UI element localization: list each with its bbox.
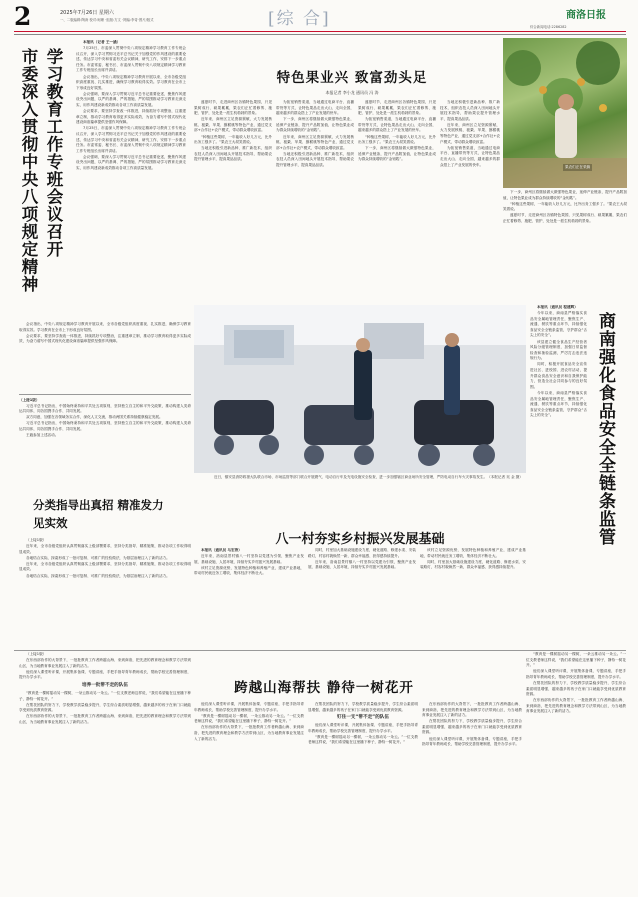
a5-byline: 本报讯（通讯员 程建辉） bbox=[537, 305, 578, 309]
a6-p7: 他们深入课堂听评课，开展集体备课、专题讲座，手把手指导青年教师成长，帮助学校完善管理制度，提升办学水平。 bbox=[194, 702, 304, 712]
a6-p16: “教育是一棵树摇动另一棵树，一朵云推动另一朵云。”一位支教老师这样说，“我们希望能在这里播下种子，静待一树花开。” bbox=[526, 652, 626, 668]
a6-subhead-1: 培养一批带不走的队伍 bbox=[82, 682, 128, 688]
section-title bbox=[268, 4, 331, 29]
edition-line: 综合新闻电话:2286282 bbox=[530, 25, 567, 29]
a4-p5: 该村立足资源优势，发展特色种植和养殖产业，建成产业基地，带动村民就近务工增收，集体经济不断壮大。 bbox=[420, 548, 526, 558]
a6-p8: “教育是一棵树摇动另一棵树，一朵云推动另一朵云。”一位支教老师这样说，“我们希望能在这里播下种子，静待一树花开。” bbox=[194, 713, 304, 724]
a3-title-text: 分类指导出真招 精准发力见实效 bbox=[33, 498, 164, 530]
a1-lower-1: 会议指出，中央八项规定精神学习教育开展以来，全市各级党组织高度重视、扎实推进，确保学习教育取得实效。学习教育在全市上下形成良好氛围。 bbox=[19, 322, 191, 332]
a5-p2: 该县建立健全食品生产经营者风险分级管理制度，加强日常监督检查和抽检监测，严厉打击违法违规行为。 bbox=[530, 339, 587, 361]
a6-col-3 bbox=[308, 702, 418, 892]
a2-p14: 近年来，商州区立足资源禀赋，大力发展核桃、板栗、苹果、猕猴桃等特色产业，通过党支部+合作社+农户模式，带动群众增收致富。 bbox=[440, 122, 500, 144]
a1-para-3: 会议强调，要深入学习贯彻习近平总书记重要论述，聚焦作风建设突出问题，以严的基调、严的措施、严的氛围推动学习教育走深走实，用作风建设新成效推动各项工作高质量发展。 bbox=[76, 91, 186, 108]
brand-logo: 商洛日报 bbox=[566, 10, 606, 21]
a2-p9: 盛夏时节，走进商州区各镇特色果园，只见果树成行、硕果累累，果农们正忙着修剪、施肥、管护，处处是一派生机勃勃的景象。 bbox=[358, 100, 436, 116]
a6-p14: 在帮扶团队的努力下，学校教学质量稳步提升，学生综合素质明显增强，越来越多的孩子在家门口就能享受到优质教育资源。 bbox=[422, 719, 522, 735]
a1-para-2: 会议指出，中央八项规定精神学习教育开展以来，全市各级党组织高度重视、扎实推进，确保学习教育取得实效。学习教育在全市上下形成良好氛围。 bbox=[76, 74, 186, 90]
a5-p4: 今年以来，商南县严格落实食品安全属地管理责任，聚焦生产、流通、餐饮等重点环节，持续强化食品安全全链条监管，守护群众“舌尖上的安全”。 bbox=[530, 390, 587, 418]
a1-continued bbox=[19, 398, 191, 486]
a2-p6: 下一步，商州区将继续做大做强特色果业，延伸产业链条，提升产品附加值，让特色果业成为群众持续增收的“金钥匙”。 bbox=[276, 117, 354, 133]
a3-p1: （上接1版） bbox=[26, 538, 47, 542]
a1-title2-vertical: 学习教育工作专班会议召开 bbox=[44, 48, 63, 258]
a2-p13: 当地还积极引进新品种、推广新技术，组织农技人员深入田间地头开展技术指导，帮助果农提升管理水平，提高果品品质。 bbox=[440, 100, 500, 121]
a1-continued-tag: （上接1版） bbox=[19, 398, 40, 402]
a2-p1: 盛夏时节，走进商州区各镇特色果园，只见果树成行、硕果累累，果农们正忙着修剪、施肥、管护，处处是一派生机勃勃的景象。 bbox=[194, 100, 272, 116]
a2-p8: 当地还积极引进新品种、推广新技术，组织农技人员深入田间地头开展技术指导，帮助果农提升管理水平，提高果品品质。 bbox=[276, 151, 354, 168]
a2-p4: 当地还积极引进新品种、推广新技术，组织农技人员深入田间地头开展技术指导，帮助果农提升管理水平，提高果品品质。 bbox=[194, 146, 272, 162]
a3-body bbox=[19, 538, 191, 648]
a4-byline: 本报讯（通讯员 马宏涛） bbox=[201, 548, 242, 552]
a2-p18: 盛夏时节，走进商州区各镇特色果园，只见果树成行、硕果累累，果农们正忙着修剪、施肥、管护，处处是一派生机勃勃的景象。 bbox=[503, 213, 627, 223]
a3-p5: 各地结合实际，探索形成了一批可复制、可推广的经验做法，为基层治理注入了新的活力。 bbox=[26, 573, 170, 578]
a4-col-1 bbox=[194, 548, 304, 648]
store-photo bbox=[194, 305, 526, 473]
a6-p18: 在帮扶团队的努力下，学校教学质量稳步提升，学生综合素质明显增强，越来越多的孩子在家门口就能享受到优质教育资源。 bbox=[526, 680, 626, 697]
a3-p2: 近年来，全市各级党组织认真贯彻落实上级部署要求，坚持分类指导、精准施策，推动各项工作取得明显成效。 bbox=[19, 544, 191, 554]
a2-p17: “种植这些果树，一年能收入好几万元，比外出务工强多了。”果农王大叔笑着说。 bbox=[503, 201, 627, 212]
a2-p12: 下一步，商州区将继续做大做强特色果业，延伸产业链条，提升产品附加值，让特色果业成为群众持续增收的“金钥匙”。 bbox=[358, 146, 436, 162]
a6-col-2 bbox=[194, 702, 304, 892]
a6-col-4 bbox=[422, 702, 522, 892]
a1-byline: 本报讯（记者 王一涵） bbox=[83, 40, 121, 44]
a3-title bbox=[19, 496, 191, 532]
section-bracket-right: ] bbox=[322, 9, 331, 29]
a4-p4: 近年来，洛南县景村镇八一村坚持以党建为引领，聚焦产业发展、基础设施、人居环境，持续夯实乡村振兴发展基础。 bbox=[308, 559, 416, 570]
section-label: 综 合 bbox=[276, 9, 323, 29]
page-number: 2 bbox=[14, 2, 32, 31]
a1-para-5: 7月25日，市委深入贯彻中央八项规定精神学习教育工作专班会议召开，深入学习贯彻习近平总书记关于加强党的作风建设的重要论述，传达学习中央和省委有关会议精神，研究工作，安排下一步重点任务。市委常委、秘书长、市委深入贯彻中央八项规定精神学习教育工作专班组长出席并讲话。 bbox=[76, 126, 186, 153]
a2-col-4 bbox=[440, 100, 500, 305]
store-caption: 近日，镇安县消防救援大队联合市场、市场监管等部门联合开展燃气、电动自行车及充电设施安全检查，进一步加强辖区商业场所安全管理，严防电动自行车火灾事故发生。（本报记者 吴 金 摄） bbox=[214, 475, 523, 479]
a6-p5: 在帮扶团队的努力下，学校教学质量稳步提升，学生综合素质明显增强，越来越多的孩子在家门口就能享受到优质教育资源。 bbox=[19, 702, 191, 713]
a2-col-3 bbox=[358, 100, 436, 305]
a1-para-1: 7月25日，市委深入贯彻中央八项规定精神学习教育工作专班会议召开，深入学习贯彻习近平总书记关于加强党的作风建设的重要论述，传达学习中央和省委有关会议精神，研究工作，安排下一步重点任务。市委常委、秘书长、市委深入贯彻中央八项规定精神学习教育工作专班组长出席并讲话。 bbox=[76, 46, 186, 73]
a1-cont-4: 王毅参加上述活动。 bbox=[26, 433, 59, 438]
a6-col-1 bbox=[19, 652, 191, 892]
a6-p2: 在东西部协作的大背景下，一批批教育工作者跨越山海、来到商洛，把先进的教育理念和教学方法带到山区，为当地教育事业发展注入了新的活力。 bbox=[19, 658, 191, 668]
a2-col-5 bbox=[503, 190, 627, 302]
a5-body bbox=[530, 305, 587, 647]
a2-p11: “种植这些果树，一年能收入好几万元，比外出务工强多了。”果农王大叔笑着说。 bbox=[358, 134, 436, 145]
a2-p16: 下一步，商州区将继续做大做强特色果业，延伸产业链条，提升产品附加值，让特色果业成为群众持续增收的“金钥匙”。 bbox=[503, 190, 627, 200]
section-bracket-left: [ bbox=[268, 9, 277, 29]
a1-body bbox=[76, 40, 186, 322]
a1-title-vertical: 市委深入贯彻中央八项规定精神 bbox=[19, 48, 38, 293]
a4-col-2 bbox=[308, 548, 416, 648]
a6-p11: 他们深入课堂听评课，开展集体备课、专题讲座，手把手指导青年教师成长，帮助学校完善管理制度，提升办学水平。 bbox=[308, 723, 418, 733]
a3-p4: 近年来，全市各级党组织认真贯彻落实上级部署要求，坚持分类指导、精准施策，推动各项工作取得明显成效。 bbox=[19, 561, 191, 572]
a6-p12: “教育是一棵树摇动另一棵树，一朵云推动另一朵云。”一位支教老师这样说，“我们希望能在这里播下种子，静待一树花开。” bbox=[308, 734, 418, 745]
a4-p3: 同时，村里加大基础设施建设力度，硬化道路、修建水渠、安装路灯，村容村貌焕然一新，群众幸福感、获得感持续提升。 bbox=[308, 548, 416, 558]
a6-p3: 他们深入课堂听评课，开展集体备课、专题讲座，手把手指导青年教师成长，帮助学校完善管理制度，提升办学水平。 bbox=[19, 669, 191, 680]
a6-subhead-2: 钉住一支“带不走”的队伍 bbox=[337, 715, 389, 721]
a6-p6: 在东西部协作的大背景下，一批批教育工作者跨越山海、来到商洛，把先进的教育理念和教学方法带到山区，为当地教育事业发展注入了新的活力。 bbox=[19, 714, 191, 724]
a6-p19: 在东西部协作的大背景下，一批批教育工作者跨越山海、来到商洛，把先进的教育理念和教学方法带到山区，为当地教育事业发展注入了新的活力。 bbox=[526, 698, 626, 714]
a4-title: 八一村夯实乡村振兴发展基础 bbox=[275, 532, 445, 547]
a4-p6: 同时，村里加大基础设施建设力度，硬化道路、修建水渠、安装路灯，村容村貌焕然一新，群众幸福感、获得感持续提升。 bbox=[420, 559, 526, 570]
a6-top-rule bbox=[14, 650, 626, 651]
a6-title: 跨越山海帮扶 静待一树花开 bbox=[234, 680, 414, 696]
a1-para-4: 会议要求，要坚持学查改一体推进，持续抓好专项整治，注重建章立制，推动学习教育取得更多实际成效，为奋力谱写中国式现代化建设商洛篇章提供坚强作风保障。 bbox=[76, 109, 186, 125]
a2-p7: 近年来，商州区立足资源禀赋，大力发展核桃、板栗、苹果、猕猴桃等特色产业，通过党支部+合作社+农户模式，带动群众增收致富。 bbox=[276, 134, 354, 150]
a2-byline: 本报记者 李小龙 通讯员 冯 涛 bbox=[325, 90, 379, 95]
a2-p3: “种植这些果树，一年能收入好几万元，比外出务工强多了。”果农王大叔笑着说。 bbox=[194, 134, 272, 145]
a1-cont-2: 双方同意，加强在各领域务实合作，深化人文交流，推动两国关系持续健康稳定发展。 bbox=[26, 415, 163, 420]
store-photo-art bbox=[194, 305, 526, 473]
a5-title-vertical: 商南强化食品安全全链条监管 bbox=[595, 312, 615, 546]
a2-col-2 bbox=[276, 100, 354, 305]
a2-p15: 为拓宽销售渠道，当地通过电商平台、直播带货等方式，让特色果品走出大山、走向全国，越来越多的群众搭上了产业发展的快车。 bbox=[440, 145, 500, 167]
a4-col-3 bbox=[420, 548, 526, 648]
farm-caption: 果农们正在采摘 bbox=[565, 165, 591, 169]
a5-p1: 今年以来，商南县严格落实食品安全属地管理责任，聚焦生产、流通、餐饮等重点环节，持续强化食品安全全链条监管，守护群众“舌尖上的安全”。 bbox=[530, 311, 587, 338]
a4-p1: 近年来，洛南县景村镇八一村坚持以党建为引领，聚焦产业发展、基础设施、人居环境，持续夯实乡村振兴发展基础。 bbox=[194, 554, 304, 564]
header-date: 2025年7月26日 星期六 bbox=[60, 10, 114, 16]
a5-p3: 同时，积极开展食品安全宣传进社区、进校园、进农村活动，提升群众食品安全意识和自我保护能力，营造全社会共同参与的良好氛围。 bbox=[530, 362, 587, 389]
a6-p17: 他们深入课堂听评课，开展集体备课、专题讲座，手把手指导青年教师成长，帮助学校完善管理制度，提升办学水平。 bbox=[526, 669, 626, 679]
farm-photo bbox=[503, 38, 627, 188]
a1-cont-3: 习近平总书记指出，中国始终秉持和平共处五项原则，坚持独立自主的和平外交政策，推动构建人类命运共同体，同各国携手合作、共同发展。 bbox=[19, 421, 191, 431]
header-rule-thin bbox=[14, 34, 626, 35]
a6-p9: 在东西部协作的大背景下，一批批教育工作者跨越山海、来到商洛，把先进的教育理念和教学方法带到山区，为当地教育事业发展注入了新的活力。 bbox=[194, 725, 304, 741]
a1-para-6: 会议强调，要深入学习贯彻习近平总书记重要论述，聚焦作风建设突出问题，以严的基调、严的措施、严的氛围推动学习教育走深走实，用作风建设新成效推动各项工作高质量发展。 bbox=[76, 154, 186, 171]
a6-p10: 在帮扶团队的努力下，学校教学质量稳步提升，学生综合素质明显增强，越来越多的孩子在家门口就能享受到优质教育资源。 bbox=[308, 702, 418, 712]
a3-p3: 各地结合实际，探索形成了一批可复制、可推广的经验做法，为基层治理注入了新的活力。 bbox=[26, 555, 170, 560]
header-meta: 一、二版编辑:陶涛 校对:柯珊 ·组版:方文 ·网编:李奇·图片/版式 bbox=[60, 18, 154, 22]
a4-p2: 该村立足资源优势，发展特色种植和养殖产业，建成产业基地，带动村民就近务工增收，集体经济不断壮大。 bbox=[194, 565, 304, 576]
a6-p15: 他们深入课堂听评课，开展集体备课、专题讲座，手把手指导青年教师成长，帮助学校完善管理制度，提升办学水平。 bbox=[422, 736, 522, 747]
a6-p4: “教育是一棵树摇动另一棵树，一朵云推动另一朵云。”一位支教老师这样说，“我们希望能在这里播下种子，静待一树花开。” bbox=[19, 690, 191, 701]
a1-lower-2: 会议要求，要坚持学查改一体推进，持续抓好专项整治，注重建章立制，推动学习教育取得更多实际成效，为奋力谱写中国式现代化建设商洛篇章提供坚强作风保障。 bbox=[19, 333, 191, 344]
a1-body-lower bbox=[19, 322, 191, 392]
a6-p1: （上接1版） bbox=[26, 652, 47, 656]
a2-p2: 近年来，商州区立足资源禀赋，大力发展核桃、板栗、苹果、猕猴桃等特色产业，通过党支部+合作社+农户模式，带动群众增收致富。 bbox=[194, 117, 272, 133]
a1-divider bbox=[19, 394, 191, 395]
header-rule bbox=[14, 31, 626, 32]
a6-p13: 在东西部协作的大背景下，一批批教育工作者跨越山海、来到商洛，把先进的教育理念和教学方法带到山区，为当地教育事业发展注入了新的活力。 bbox=[422, 702, 522, 718]
a1-cont-1: 习近平总书记指出，中国始终秉持和平共处五项原则，坚持独立自主的和平外交政策，推动构建人类命运共同体，同各国携手合作、共同发展。 bbox=[19, 403, 191, 414]
a2-title: 特色果业兴 致富劲头足 bbox=[276, 70, 428, 86]
a6-col-5 bbox=[526, 652, 626, 892]
a2-p10: 为拓宽销售渠道，当地通过电商平台、直播带货等方式，让特色果品走出大山、走向全国，越来越多的群众搭上了产业发展的快车。 bbox=[358, 117, 436, 133]
a2-p5: 为拓宽销售渠道，当地通过电商平台、直播带货等方式，让特色果品走出大山、走向全国，越来越多的群众搭上了产业发展的快车。 bbox=[276, 100, 354, 116]
a2-col-1 bbox=[194, 100, 272, 305]
